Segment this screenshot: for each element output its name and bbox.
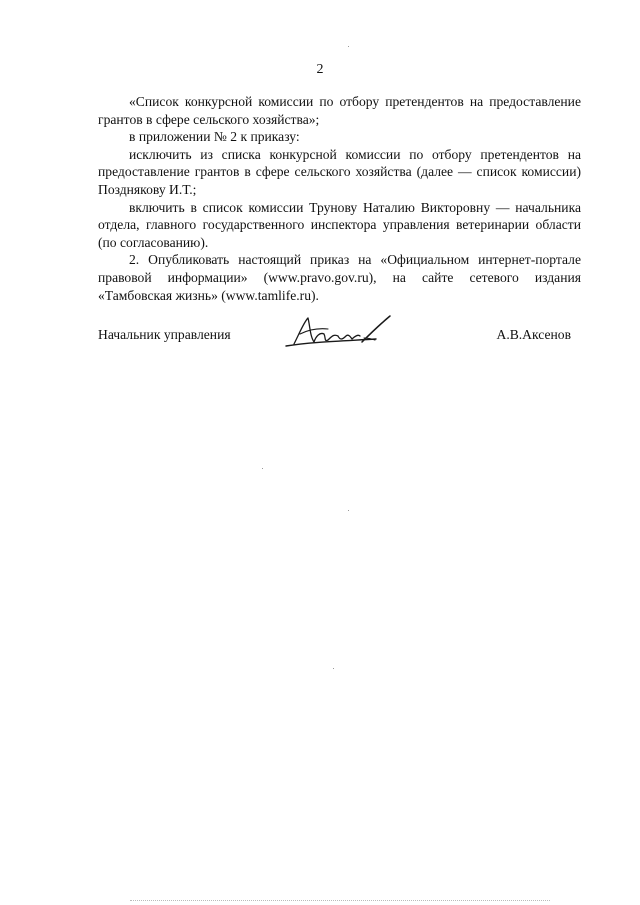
handwritten-signature-icon <box>280 312 400 352</box>
signer-position: Начальник управления <box>98 327 231 342</box>
paragraph-publish-order: 2. Опубликовать настоящий приказ на «Официальном интернет-портале правовой информации» (www.pravo.gov.ru), на сайте сетевого издания «Тамбовская жизнь» (www.tamlife.ru). <box>98 252 581 303</box>
paragraph-list-title: «Список конкурсной комиссии по отбору претендентов на предоставление грантов в сфере сельского хозяйства»; <box>98 94 581 127</box>
scan-speck <box>348 46 349 47</box>
scan-bottom-edge <box>130 900 550 902</box>
paragraph-exclude-member: исключить из списка конкурсной комиссии по отбору претендентов на предоставление грантов в сфере сельского хозяйства (далее — список комиссии) Позднякову И.Т.; <box>98 146 581 197</box>
signature-block <box>98 316 581 356</box>
paragraph-appendix-ref: в приложении № 2 к приказу: <box>129 129 300 145</box>
scan-speck <box>262 468 263 469</box>
page-number: 2 <box>316 62 324 77</box>
scan-speck <box>348 510 349 511</box>
document-body <box>98 93 581 304</box>
signer-name: А.В.Аксенов <box>496 327 571 342</box>
paragraph-include-member: включить в список комиссии Трунову Наталию Викторовну — начальника отдела, главного государственного инспектора управления ветеринарии области (по согласованию). <box>98 199 581 250</box>
scan-speck <box>333 668 334 669</box>
